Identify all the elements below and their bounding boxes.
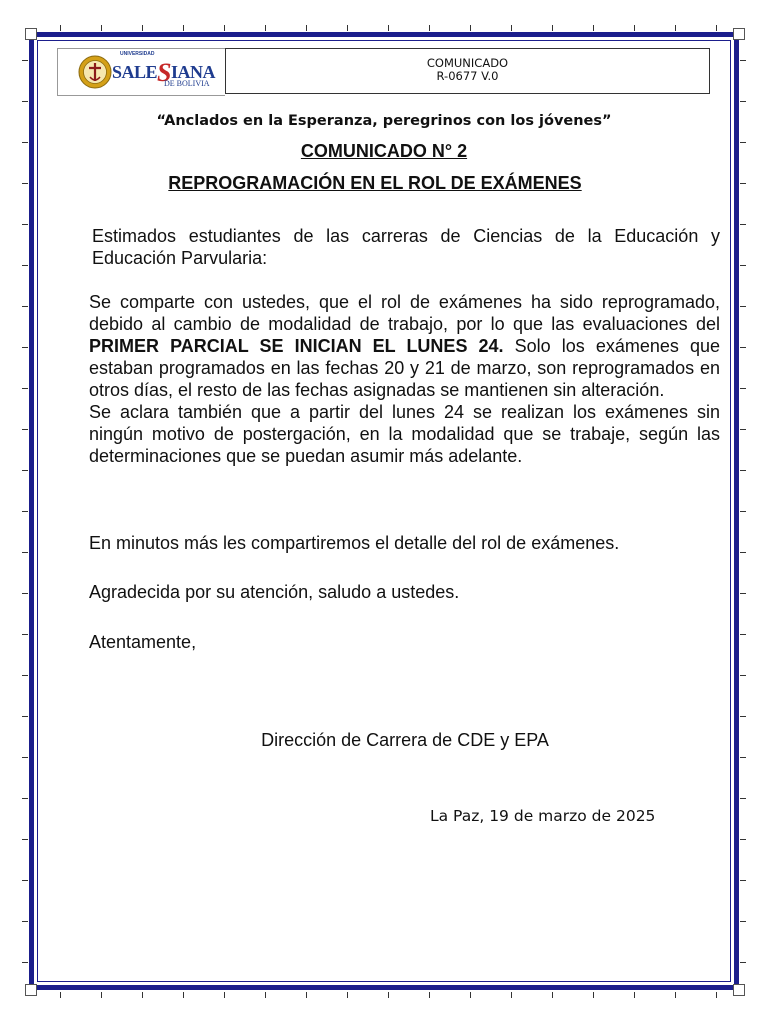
border-tick (306, 25, 307, 31)
border-tick (22, 511, 28, 512)
paragraph-2: Se aclara también que a partir del lunes 24 se realizan los exámenes sin ningún motivo de postergación, en la modalidad que se trabaje, según las determinaciones que se puedan asumir más adelante. (89, 402, 720, 466)
border-tick (183, 25, 184, 31)
border-tick (470, 25, 471, 31)
logo-brand-s: S (157, 58, 171, 87)
border-tick (593, 25, 594, 31)
border-tick (22, 306, 28, 307)
border-tick (22, 839, 28, 840)
border-tick (60, 25, 61, 31)
border-tick (511, 25, 512, 31)
border-tick (740, 101, 746, 102)
border-tick (552, 25, 553, 31)
paragraph-1-text: Se comparte con ustedes, que el rol de exámenes ha sido reprogramado, debido al cambio de modalidad de trabajo, por lo que las evaluaciones del (89, 292, 720, 334)
border-tick (740, 880, 746, 881)
paragraph-4: Agradecida por su atención, saludo a ustedes. (89, 582, 460, 602)
border-tick (265, 25, 266, 31)
border-tick (740, 593, 746, 594)
logo-university-label: UNIVERSIDAD (120, 51, 155, 57)
border-tick (552, 992, 553, 998)
border-tick (22, 101, 28, 102)
border-tick (22, 921, 28, 922)
border-tick (675, 992, 676, 998)
border-tick (740, 962, 746, 963)
border-tick (183, 992, 184, 998)
closing: Atentamente, (89, 632, 197, 652)
border-tick (634, 25, 635, 31)
body-text (89, 291, 720, 467)
border-tick (22, 757, 28, 758)
border-tick (740, 347, 746, 348)
border-tick (347, 25, 348, 31)
logo-location: DE BOLIVIA (164, 79, 210, 88)
border-tick (634, 992, 635, 998)
corner-mark (25, 984, 37, 996)
logo-brand-start: SALE (112, 62, 158, 82)
border-tick (22, 388, 28, 389)
border-tick (347, 992, 348, 998)
paragraph-3: En minutos más les compartiremos el detalle del rol de exámenes. (89, 533, 620, 553)
border-tick (740, 675, 746, 676)
border-tick (740, 224, 746, 225)
border-tick (22, 470, 28, 471)
page-subtitle: REPROGRAMACIÓN EN EL ROL DE EXÁMENES (168, 173, 582, 193)
document-code-box (225, 48, 710, 94)
border-tick (22, 634, 28, 635)
border-tick (388, 25, 389, 31)
border-tick (22, 880, 28, 881)
document-header (57, 48, 710, 96)
border-tick (740, 798, 746, 799)
border-tick (740, 511, 746, 512)
border-tick (224, 25, 225, 31)
border-tick (142, 992, 143, 998)
border-tick (740, 306, 746, 307)
seal-icon (78, 55, 112, 89)
border-tick (22, 224, 28, 225)
border-tick (740, 388, 746, 389)
border-tick (22, 265, 28, 266)
university-logo (57, 48, 225, 96)
border-tick (265, 992, 266, 998)
motto: “Anclados en la Esperanza, peregrinos con los jóvenes” (156, 113, 612, 129)
border-tick (22, 429, 28, 430)
border-tick (740, 634, 746, 635)
border-tick (593, 992, 594, 998)
paragraph-1-rest: Solo los exámenes que estaban programados en las fechas 20 y 21 de marzo, son reprogramados en otros días, el resto de las fechas asignadas se mantienen sin alteración. (89, 336, 721, 400)
logo-brand-end: IANA (171, 62, 216, 82)
border-tick (22, 675, 28, 676)
corner-mark (733, 28, 745, 40)
border-tick (740, 839, 746, 840)
border-tick (22, 552, 28, 553)
date: La Paz, 19 de marzo de 2025 (430, 807, 656, 825)
border-tick (740, 716, 746, 717)
page-title: COMUNICADO N° 2 (300, 141, 468, 161)
border-tick (740, 921, 746, 922)
paragraph-1 (89, 291, 720, 401)
border-tick (101, 25, 102, 31)
border-tick (22, 60, 28, 61)
border-tick (716, 992, 717, 998)
border-tick (22, 716, 28, 717)
border-tick (306, 992, 307, 998)
border-tick (675, 25, 676, 31)
document-type: COMUNICADO (426, 56, 509, 70)
border-tick (470, 992, 471, 998)
border-tick (740, 552, 746, 553)
border-tick (740, 757, 746, 758)
border-tick (740, 429, 746, 430)
border-tick (740, 470, 746, 471)
border-tick (142, 25, 143, 31)
border-tick (429, 25, 430, 31)
corner-mark (733, 984, 745, 996)
border-tick (716, 25, 717, 31)
greeting-paragraph: Estimados estudiantes de las carreras de Ciencias de la Educación y Educación Parvularia: (92, 226, 720, 268)
corner-mark (25, 28, 37, 40)
signature: Dirección de Carrera de CDE y EPA (261, 730, 549, 750)
border-tick (101, 992, 102, 998)
paragraph-1-highlight: PRIMER PARCIAL SE INICIAN EL LUNES 24. (89, 336, 504, 356)
border-tick (22, 593, 28, 594)
border-tick (388, 992, 389, 998)
border-tick (740, 60, 746, 61)
border-tick (740, 265, 746, 266)
document-code: R-0677 V.0 (436, 69, 499, 83)
border-tick (511, 992, 512, 998)
border-tick (22, 347, 28, 348)
border-tick (60, 992, 61, 998)
border-tick (22, 962, 28, 963)
border-tick (224, 992, 225, 998)
border-tick (429, 992, 430, 998)
border-tick (22, 798, 28, 799)
